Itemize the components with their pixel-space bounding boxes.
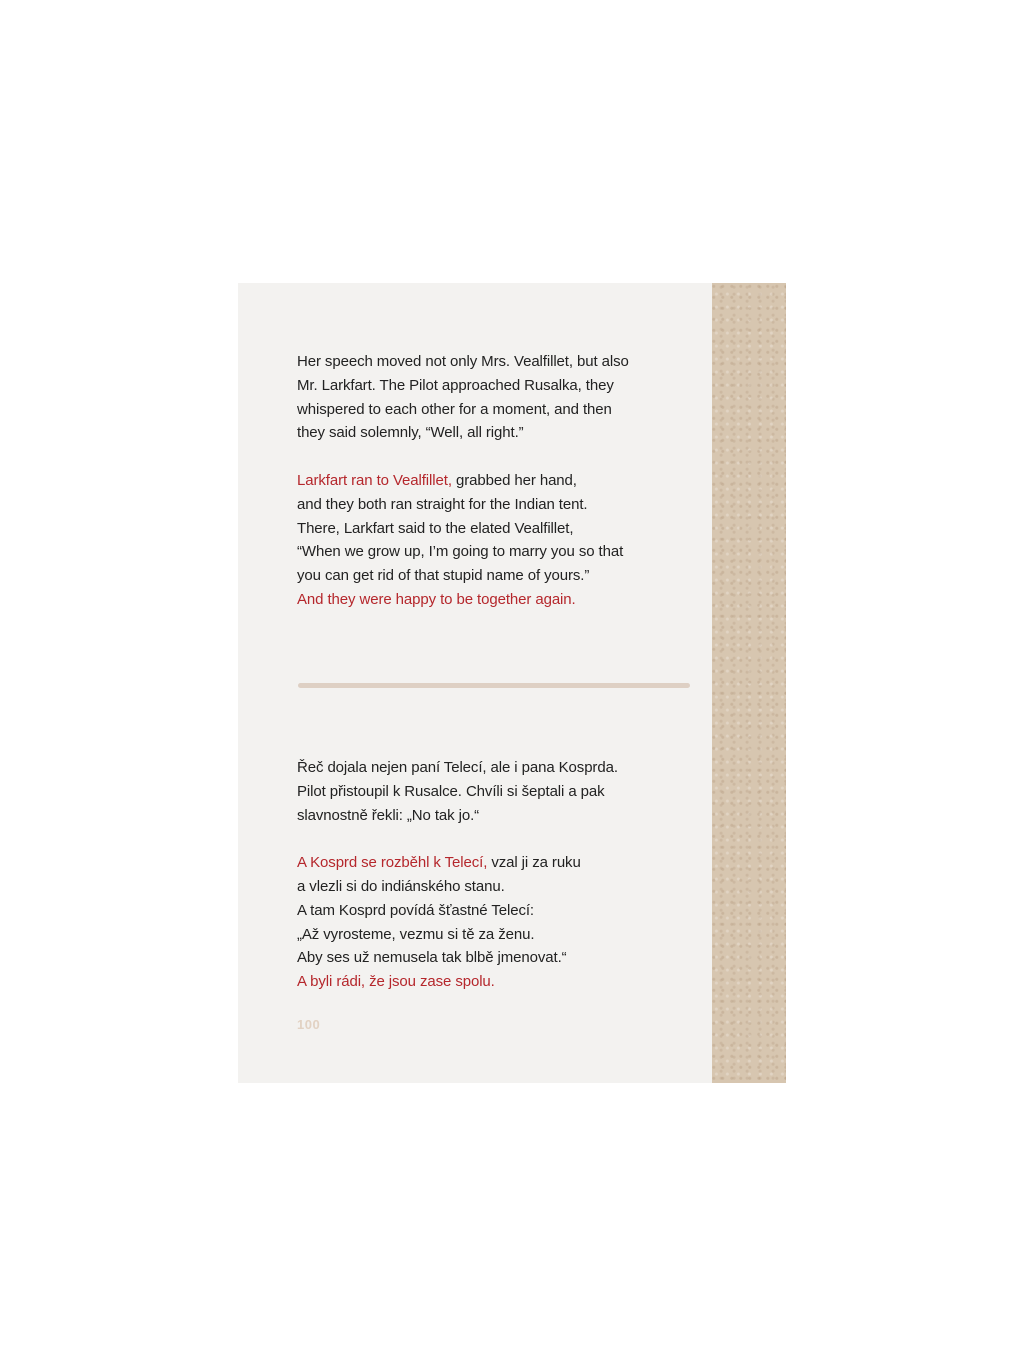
text-line [297,469,677,493]
highlighted-text: And they were happy to be together again. [297,590,576,608]
text-line: Pilot přistoupil k Rusalce. Chvíli si šeptali a pak [297,782,605,800]
text-line: Aby ses už nemusela tak blbě jmenovat.“ [297,949,567,967]
text-segment: vzal ji za ruku [487,854,581,872]
text-line: Her speech moved not only Mrs. Vealfillet, but also [297,353,629,370]
page-number: 100 [297,1017,321,1032]
text-line: they said solemnly, “Well, all right.” [297,424,524,442]
text-line: „Až vyrosteme, vezmu si tě za ženu. [297,925,535,943]
czech-text [297,756,677,994]
english-paragraph-2 [297,469,677,612]
text-line: slavnostně řekli: „No tak jo.“ [297,806,480,824]
text-line: and they both ran straight for the Indian tent. [297,495,588,513]
text-line: There, Larkfart said to the elated Vealfillet, [297,519,574,537]
book-page [238,283,786,1083]
text-line: Řeč dojala nejen paní Telecí, ale i pana Kosprda. [297,759,618,776]
text-line: whispered to each other for a moment, and then [297,400,612,418]
text-line: A tam Kosprd povídá šťastné Telecí: [297,901,534,919]
czech-paragraph-1 [297,756,677,827]
text-line: Mr. Larkfart. The Pilot approached Rusalka, they [297,376,614,394]
kraft-paper-strip [712,283,786,1083]
text-segment: grabbed her hand, [451,471,577,489]
brush-divider [298,683,690,688]
text-line: you can get rid of that stupid name of yours.” [297,567,590,585]
text-line [297,851,677,875]
highlighted-text: A Kosprd se rozběhl k Telecí, [297,854,488,872]
czech-paragraph-2 [297,851,677,994]
text-line: a vlezli si do indiánského stanu. [297,877,505,895]
english-text [297,350,677,612]
text-line: “When we grow up, I’m going to marry you so that [297,543,624,561]
highlighted-text: Larkfart ran to Vealfillet, [297,471,452,489]
highlighted-text: A byli rádi, že jsou zase spolu. [297,973,495,991]
english-paragraph-1 [297,350,677,445]
